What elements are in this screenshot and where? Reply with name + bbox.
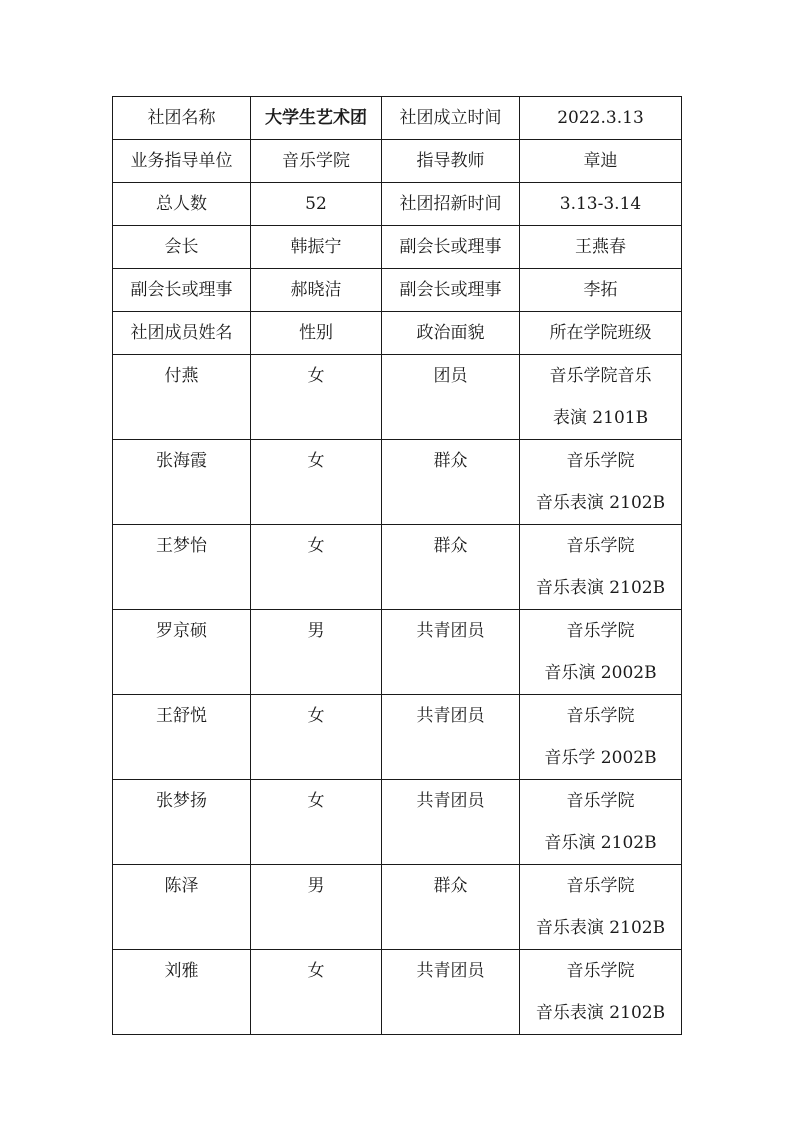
member-name: 张海霞	[113, 440, 251, 525]
label-supervising-unit: 业务指导单位	[113, 140, 251, 183]
member-name: 王舒悦	[113, 695, 251, 780]
header-political-status: 政治面貌	[382, 312, 520, 355]
member-gender: 男	[251, 610, 382, 695]
value-total-members: 52	[251, 183, 382, 226]
member-name: 罗京硕	[113, 610, 251, 695]
member-header-row	[113, 312, 682, 355]
label-recruitment-period: 社团招新时间	[382, 183, 520, 226]
member-political-status: 共青团员	[382, 950, 520, 1035]
value-supervising-unit: 音乐学院	[251, 140, 382, 183]
member-row	[113, 355, 682, 440]
member-gender: 女	[251, 695, 382, 780]
member-college-class: 音乐学院 音乐表演 2102B	[520, 440, 682, 525]
member-name: 张梦扬	[113, 780, 251, 865]
member-college-class: 音乐学院音乐 表演 2101B	[520, 355, 682, 440]
value-advisor: 章迪	[520, 140, 682, 183]
member-name: 王梦怡	[113, 525, 251, 610]
value-vice-president: 王燕春	[520, 226, 682, 269]
member-name: 陈泽	[113, 865, 251, 950]
member-gender: 女	[251, 950, 382, 1035]
label-association-name: 社团名称	[113, 97, 251, 140]
member-row	[113, 780, 682, 865]
label-vice-president: 副会长或理事	[382, 226, 520, 269]
value-vice-president: 郝晓洁	[251, 269, 382, 312]
label-founded-date: 社团成立时间	[382, 97, 520, 140]
member-college-class: 音乐学院 音乐表演 2102B	[520, 525, 682, 610]
header-college-class: 所在学院班级	[520, 312, 682, 355]
association-info-table	[112, 96, 682, 1035]
member-row	[113, 865, 682, 950]
label-advisor: 指导教师	[382, 140, 520, 183]
info-row	[113, 140, 682, 183]
member-college-class: 音乐学院 音乐表演 2102B	[520, 865, 682, 950]
member-gender: 女	[251, 525, 382, 610]
member-political-status: 群众	[382, 525, 520, 610]
info-row	[113, 226, 682, 269]
value-association-name: 大学生艺术团	[251, 97, 382, 140]
header-member-name: 社团成员姓名	[113, 312, 251, 355]
value-vice-president: 李拓	[520, 269, 682, 312]
member-row	[113, 525, 682, 610]
member-college-class: 音乐学院 音乐表演 2102B	[520, 950, 682, 1035]
member-name: 付燕	[113, 355, 251, 440]
label-vice-president: 副会长或理事	[382, 269, 520, 312]
label-president: 会长	[113, 226, 251, 269]
member-gender: 女	[251, 355, 382, 440]
header-gender: 性别	[251, 312, 382, 355]
member-gender: 男	[251, 865, 382, 950]
label-vice-president: 副会长或理事	[113, 269, 251, 312]
member-political-status: 共青团员	[382, 695, 520, 780]
member-college-class: 音乐学院 音乐演 2102B	[520, 780, 682, 865]
value-recruitment-period: 3.13-3.14	[520, 183, 682, 226]
member-political-status: 群众	[382, 440, 520, 525]
member-row	[113, 440, 682, 525]
info-row	[113, 97, 682, 140]
member-college-class: 音乐学院 音乐学 2002B	[520, 695, 682, 780]
member-gender: 女	[251, 780, 382, 865]
member-political-status: 群众	[382, 865, 520, 950]
member-college-class: 音乐学院 音乐演 2002B	[520, 610, 682, 695]
member-gender: 女	[251, 440, 382, 525]
member-political-status: 团员	[382, 355, 520, 440]
info-row	[113, 269, 682, 312]
label-total-members: 总人数	[113, 183, 251, 226]
value-founded-date: 2022.3.13	[520, 97, 682, 140]
member-row	[113, 610, 682, 695]
member-political-status: 共青团员	[382, 780, 520, 865]
member-political-status: 共青团员	[382, 610, 520, 695]
member-row	[113, 695, 682, 780]
info-row	[113, 183, 682, 226]
value-president: 韩振宁	[251, 226, 382, 269]
member-name: 刘雅	[113, 950, 251, 1035]
member-row	[113, 950, 682, 1035]
